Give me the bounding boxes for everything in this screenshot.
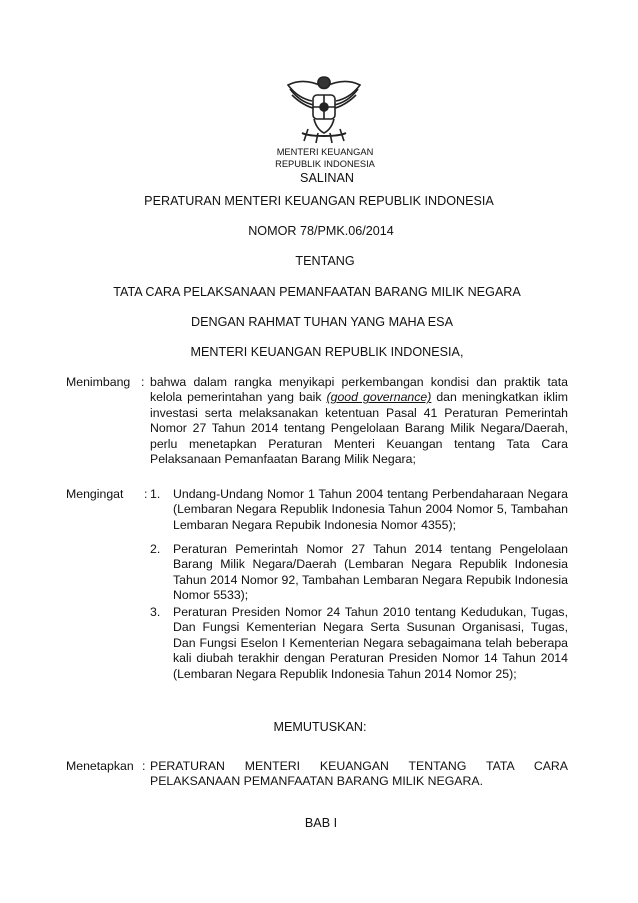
regulation-number: NOMOR 78/PMK.06/2014 <box>248 224 394 238</box>
menimbang-section <box>66 375 568 470</box>
mengingat-colon: : <box>144 487 148 501</box>
menimbang-text <box>150 375 568 467</box>
mengingat-item-2-number: 2. <box>150 542 161 556</box>
ministry-heading <box>260 146 390 170</box>
regulation-title: PERATURAN MENTERI KEUANGAN REPUBLIK INDONESIA <box>144 194 494 208</box>
menetapkan-text: PERATURAN MENTERI KEUANGAN TENTANG TATA CARA PELAKSANAAN PEMANFAATAN BARANG MILIK NEGARA. <box>150 759 568 789</box>
menetapkan-colon: : <box>142 759 146 773</box>
ministry-line-1: MENTERI KEUANGAN <box>276 147 374 157</box>
mengingat-item-3-number: 3. <box>150 605 161 619</box>
menimbang-text-part-2: dan meningkatkan iklim investasi serta melaksanakan ketentuan Pasal 41 Peraturan Pemerintah Nomor 27 Tahun 2014 tentang Pengelolaan Barang Milik Negara/Daerah, perlu menetapkan Peraturan Menteri Keuangan tentang Tata Cara Pelaksanaan Pemanfaatan Barang Milik Negara; <box>150 390 568 467</box>
about-heading: TENTANG <box>295 254 355 268</box>
mengingat-item-1-text: Undang-Undang Nomor 1 Tahun 2004 tentang Perbendaharaan Negara (Lembaran Negara Republik Indonesia Tahun 2004 Nomor 5, Tambahan Lembaran Negara Repubik Indonesia Nomor 4355); <box>173 487 568 532</box>
ministry-line-2: REPUBLIK INDONESIA <box>275 159 375 169</box>
menimbang-colon: : <box>141 375 145 389</box>
menimbang-label: Menimbang <box>66 375 131 389</box>
menetapkan-label: Menetapkan <box>66 759 134 773</box>
menimbang-text-part-1: bahwa dalam rangka menyikapi perkembangan kondisi dan praktik tata kelola pemerintahan yang baik <box>150 375 568 405</box>
mengingat-item-3-text: Peraturan Presiden Nomor 24 Tahun 2010 tentang Kedudukan, Tugas, Dan Fungsi Kementerian Negara Serta Susunan Organisasi, Tugas, Dan Fungsi Eselon I Kementerian Negara sebagaimana telah beberapa kali diubah terakhir dengan Peraturan Presiden Nomor 14 Tahun 2014 (Lembaran Negara Republik Indonesia Tahun 2014 Nomor 25); <box>173 605 568 681</box>
copy-label: SALINAN <box>300 171 354 185</box>
decision-heading: MEMUTUSKAN: <box>273 720 367 734</box>
mengingat-label: Mengingat <box>66 487 124 501</box>
menetapkan-section <box>66 759 568 793</box>
menimbang-italic-term: (good governance) <box>326 390 432 405</box>
invocation: DENGAN RAHMAT TUHAN YANG MAHA ESA <box>191 315 453 329</box>
mengingat-item-2-text: Peraturan Pemerintah Nomor 27 Tahun 2014 tentang Pengelolaan Barang Milik Negara/Daerah (Lembaran Negara Republik Indonesia Tahun 2014 Nomor 92, Tambahan Lembaran Negara Repubik Indonesia Nomor 5533); <box>173 542 568 603</box>
mengingat-section <box>66 487 568 702</box>
mengingat-item-1-number: 1. <box>150 487 161 501</box>
chapter-heading: BAB I <box>304 816 338 830</box>
garuda-emblem-icon <box>282 73 366 145</box>
regulation-subject: TATA CARA PELAKSANAAN PEMANFAATAN BARANG MILIK NEGARA <box>113 285 521 299</box>
issuer: MENTERI KEUANGAN REPUBLIK INDONESIA, <box>190 345 464 359</box>
